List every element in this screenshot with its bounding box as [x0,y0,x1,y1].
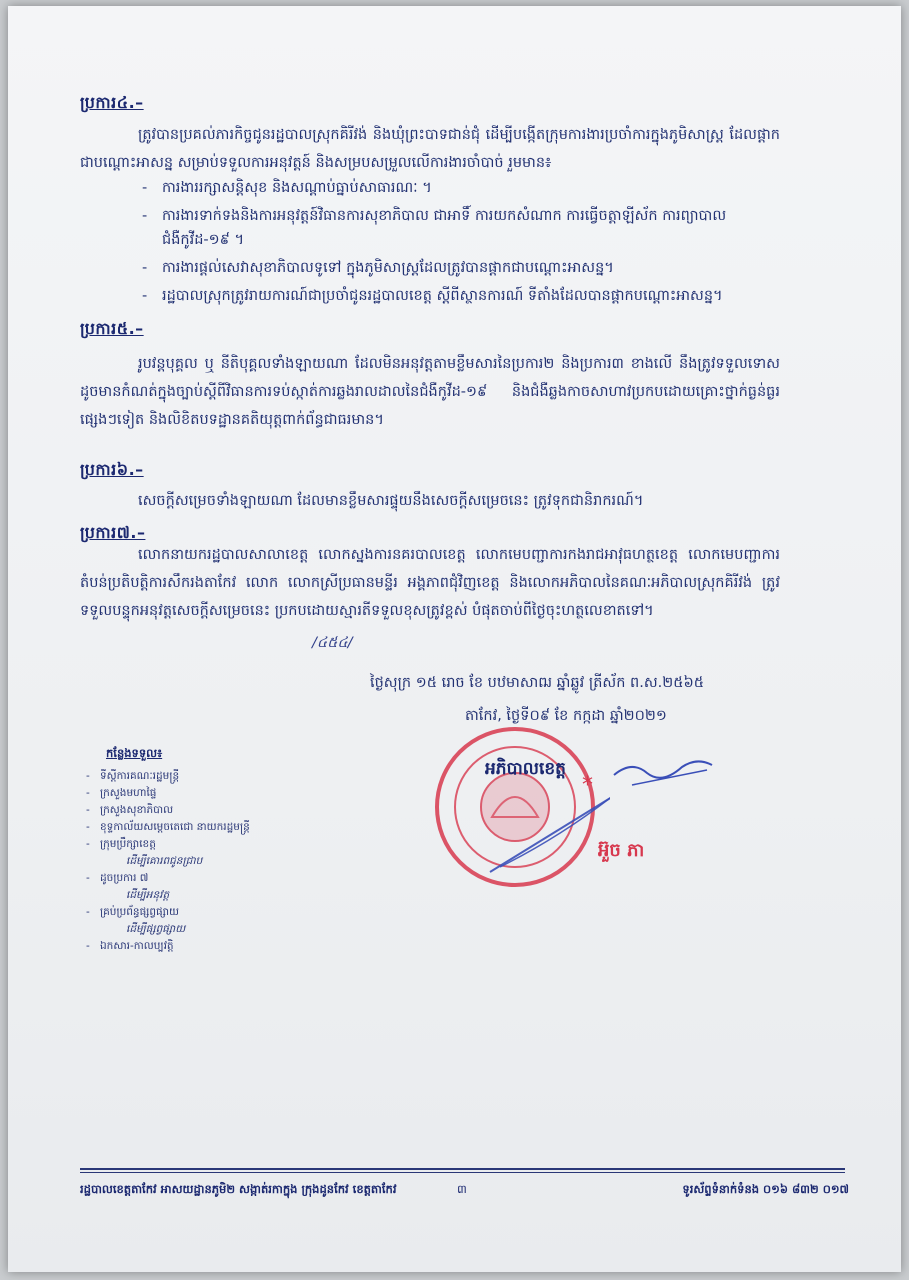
article-5-heading: ប្រការ៥.– [80,319,144,338]
signer-name: អ៊ួច ភា [598,840,645,861]
recipients-list [86,768,250,955]
list-item: - ការងាររក្សាសន្តិសុខ និងសណ្ដាប់ធ្នាប់សាធារណៈ ។ [142,176,782,200]
list-item: - ក្រុមប្រឹក្សាខេត្ត [86,836,250,853]
footer-address: រដ្ឋបាលខេត្តតាកែវ អាសយដ្ឋានភូមិ២ សង្កាត់រកាក្នុង ក្រុងដូនកែវ ខេត្តតាកែវ [80,1182,397,1196]
list-item: - ការងារផ្ដល់សេវាសុខាភិបាលទូទៅ ក្នុងភូមិសាស្ត្រដែលត្រូវបានផ្ដាកជាបណ្ដោះអាសន្ន។ [142,256,782,280]
signature [612,755,722,795]
list-item: - ដូចប្រការ ៧ [86,870,250,887]
list-item: ដើម្បីអនុវត្ត [126,889,170,901]
footer-divider [80,1168,845,1170]
list-item: - ឯកសារ-កាលប្បវត្តិ [86,938,250,955]
list-item: - រដ្ឋបាលស្រុកត្រូវរាយការណ៍ជាប្រចាំជូនរដ្ឋបាលខេត្ត ស្ដីពីស្ថានការណ៍ ទីតាំងដែលបានផ្ដាកបណ្ដោះអាសន្ន។ [142,284,782,308]
article-4-bullets [142,176,782,312]
article-4-heading: ប្រការ៤.– [80,93,144,112]
recipients-title: កន្លែងទទួល៖ [106,746,163,760]
svg-text:*: * [582,773,593,798]
list-item: - ខុទ្ទកាល័យសម្ដេចតេជោ នាយករដ្ឋមន្ត្រី [86,819,250,836]
article-6-heading: ប្រការ៦.– [80,460,144,479]
article-7-heading: ប្រការ៧.– [80,523,146,542]
footer-phone: ទូរស័ព្ទទំនាក់ទំនង ០១៦ ៨៣២ ០១៧ [682,1182,849,1196]
list-item: - គ្រប់ប្រព័ន្ធផ្សព្វផ្សាយ [86,904,250,921]
article-5-paragraph: រូបវន្តបុគ្គល ឬ នីតិបុគ្គលទាំងឡាយណា ដែលមិនអនុវត្តតាមខ្លឹមសារនៃប្រការ២ និងប្រការ៣ ខាងលើ នឹងត្រូវទទួលទោសដូចមានកំណត់ក្នុងច្បាប់ស្ដីពីវិធានការទប់ស្កាត់ការឆ្លងរាលដាលនៃជំងឺកូវីដ-១៩ និងជំងឺឆ្លងកាចសាហាវប្រកបដោយគ្រោះថ្នាក់ធ្ងន់ធ្ងរផ្សេងៗទៀត និងលិខិតបទដ្ឋានគតិយុត្តពាក់ព័ន្ធជាធរមាន។ [80,356,780,428]
list-item: ដើម្បីផ្សព្វផ្សាយ [126,923,186,935]
signer-title: អភិបាលខេត្ត [485,759,566,779]
list-item: - ក្រសួងមហាផ្ទៃ [86,785,250,802]
list-item: - ការងារទាក់ទងនិងការអនុវត្តន៍វិធានការសុខាភិបាល ជាអាទិ៍ ការយកសំណាក ការធ្វើចត្តាឡីស័ក ការព្យាបាលជំងឺកូវីដ-១៩ ។ [142,204,782,252]
list-item: - ក្រសួងសុខាភិបាល [86,802,250,819]
article-4-paragraph: ត្រូវបានប្រគល់ភារកិច្ចជូនរដ្ឋបាលស្រុកគិរីវង់ និងឃុំព្រះបាទជាន់ជុំ ដើម្បីបង្កើតក្រុមការងារប្រចាំការក្នុងភូមិសាស្ត្រ ដែលផ្ដាកជាបណ្ដោះអាសន្ន សម្រាប់ទទួលការអនុវត្តន៍ និងសម្របសម្រួលលើការងារចាំបាច់ រួមមាន៖ [80,127,780,171]
article-7-paragraph: លោកនាយករដ្ឋបាលសាលាខេត្ត លោកស្នងការនគរបាលខេត្ត លោកមេបញ្ជាការកងរាជអាវុធហត្ថខេត្ត លោកមេបញ្ជាការតំបន់ប្រតិបត្តិការសឹករងតាកែវ លោក លោកស្រីប្រធានមន្ទីរ អង្គភាពជុំវិញខេត្ត និងលោកអភិបាលនៃគណៈអភិបាលស្រុកគិរីវង់ ត្រូវទទួលបន្ទុកអនុវត្តសេចក្ដីសម្រេចនេះ ប្រកបដោយស្មារតីទទួលខុសត្រូវខ្ពស់ បំផុតចាប់ពីថ្ងៃចុះហត្ថលេខាតទៅ។ [80,547,780,619]
initials: /៤៥៤/ [312,635,353,651]
footer-divider-thin [80,1172,845,1173]
official-seal [430,722,610,892]
article-6-paragraph: សេចក្ដីសម្រេចទាំងឡាយណា ដែលមានខ្លឹមសារផ្ទុយនឹងសេចក្ដីសម្រេចនេះ ត្រូវទុកជានិរាករណ៍។ [138,493,644,509]
list-item: ដើម្បីគោរពជូនជ្រាប [126,855,203,867]
page-number: ៣ [457,1182,467,1196]
solar-date: តាកែវ, ថ្ងៃទី០៩ ខែ កក្កដា ឆ្នាំ២០២១ [465,708,667,724]
list-item: - ទីស្ដីការគណៈរដ្ឋមន្ត្រី [86,768,250,785]
lunar-date: ថ្ងៃសុក្រ ១៥ រោច ខែ បឋមាសាឍ ឆ្នាំឆ្លូវ ត្រីស័ក ព.ស.២៥៦៥ [370,675,705,691]
